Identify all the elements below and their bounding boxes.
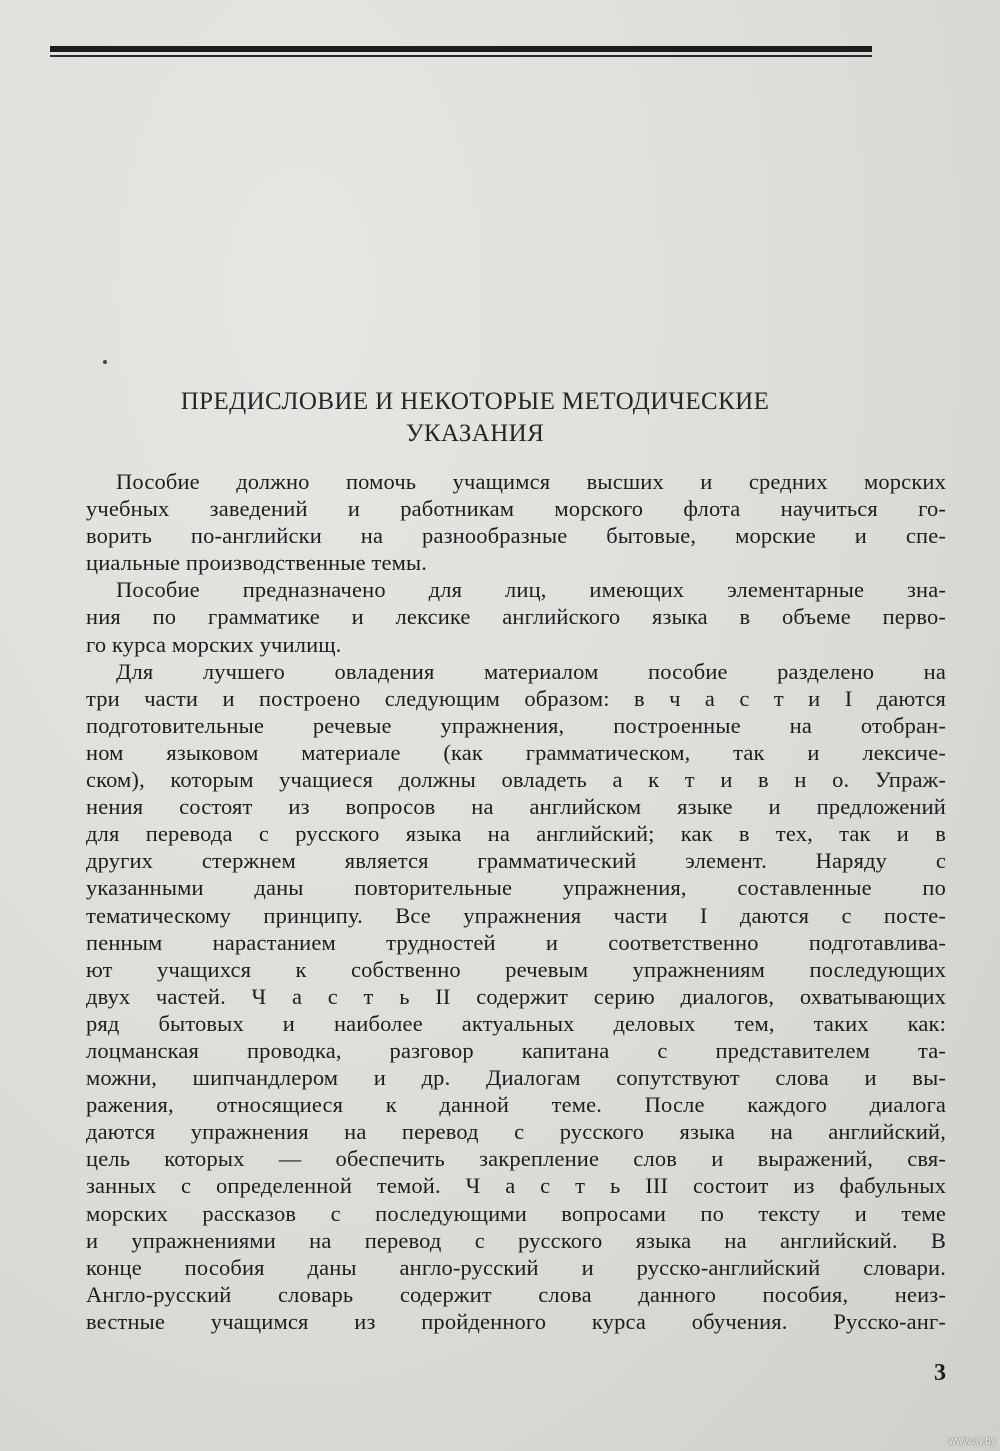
section-heading — [60, 386, 890, 450]
text-line: указанными даны повторительные упражнения, составленные по — [86, 875, 946, 901]
text-line: ском), которым учащиеся должны овладеть а к т и в н о. Упраж- — [86, 767, 946, 793]
text-line: Для лучшего овладения материалом пособие разделено на — [116, 658, 946, 684]
text-line: Пособие предназначено для лиц, имеющих элементарные зна- — [116, 577, 946, 603]
text-line: можни, шипчандлером и др. Диалогам сопутствуют слова и вы- — [86, 1065, 946, 1091]
text-line: двух частей. Ч а с т ь II содержит серию диалогов, охватывающих — [86, 983, 946, 1009]
text-line: для перевода с русского языка на английский; как в тех, так и в — [86, 821, 946, 847]
text-line: морских рассказов с последующими вопросами по тексту и теме — [86, 1200, 946, 1226]
page-number: 3 — [934, 1360, 946, 1386]
text-line: занных с определенной темой. Ч а с т ь III состоит из фабульных — [86, 1173, 946, 1199]
print-speck — [103, 360, 107, 364]
text-line: лоцманская проводка, разговор капитана с представителем та- — [86, 1037, 946, 1063]
text-line: ворить по-английски на разнообразные бытовые, морские и спе- — [86, 523, 946, 549]
text-line: пенным нарастанием трудностей и соответственно подготавлива- — [86, 929, 946, 955]
body-text — [86, 468, 946, 1335]
text-line: ряд бытовых и наиболее актуальных деловых тем, таких как: — [86, 1010, 946, 1036]
text-line: тематическому принципу. Все упражнения части I даются с посте- — [86, 902, 946, 928]
text-line: конце пособия даны англо-русский и русско-английский словари. — [86, 1254, 946, 1280]
top-rule — [50, 46, 872, 52]
text-line: три части и построено следующим образом: в ч а с т и I даются — [86, 685, 946, 711]
site-watermark: www.ay.by — [948, 1436, 996, 1447]
text-line: го курса морских училищ. — [86, 631, 342, 657]
heading-line-2: УКАЗАНИЯ — [405, 420, 545, 447]
heading-line-1: ПРЕДИСЛОВИЕ И НЕКОТОРЫЕ МЕТОДИЧЕСКИЕ — [180, 388, 770, 415]
text-line: ют учащихся к собственно речевым упражнениям последующих — [86, 956, 946, 982]
text-line: нения состоят из вопросов на английском языке и предложений — [86, 794, 946, 820]
text-line: циальные производственные темы. — [86, 550, 428, 576]
text-line: даются упражнения на перевод с русского языка на английский, — [86, 1119, 946, 1145]
text-line: цель которых — обеспечить закрепление слов и выражений, свя- — [86, 1146, 946, 1172]
text-line: учебных заведений и работникам морского флота научиться го- — [86, 496, 946, 522]
text-line: Пособие должно помочь учащимся высших и средних морских — [116, 469, 946, 494]
text-line: ния по грамматике и лексике английского языка в объеме перво- — [86, 604, 946, 630]
text-line: ном языковом материале (как грамматическом, так и лексиче- — [86, 739, 946, 765]
text-line: других стержнем является грамматический элемент. Наряду с — [86, 848, 946, 874]
text-line: вестные учащимся из пройденного курса обучения. Русско-анг- — [86, 1308, 946, 1334]
text-line: подготовительные речевые упражнения, построенные на отобран- — [86, 712, 946, 738]
top-rule-thin — [50, 55, 872, 57]
text-line: Англо-русский словарь содержит слова данного пособия, неиз- — [86, 1281, 946, 1307]
text-line: ражения, относящиеся к данной теме. После каждого диалога — [86, 1092, 946, 1118]
text-line: и упражнениями на перевод с русского языка на английский. В — [86, 1227, 946, 1253]
